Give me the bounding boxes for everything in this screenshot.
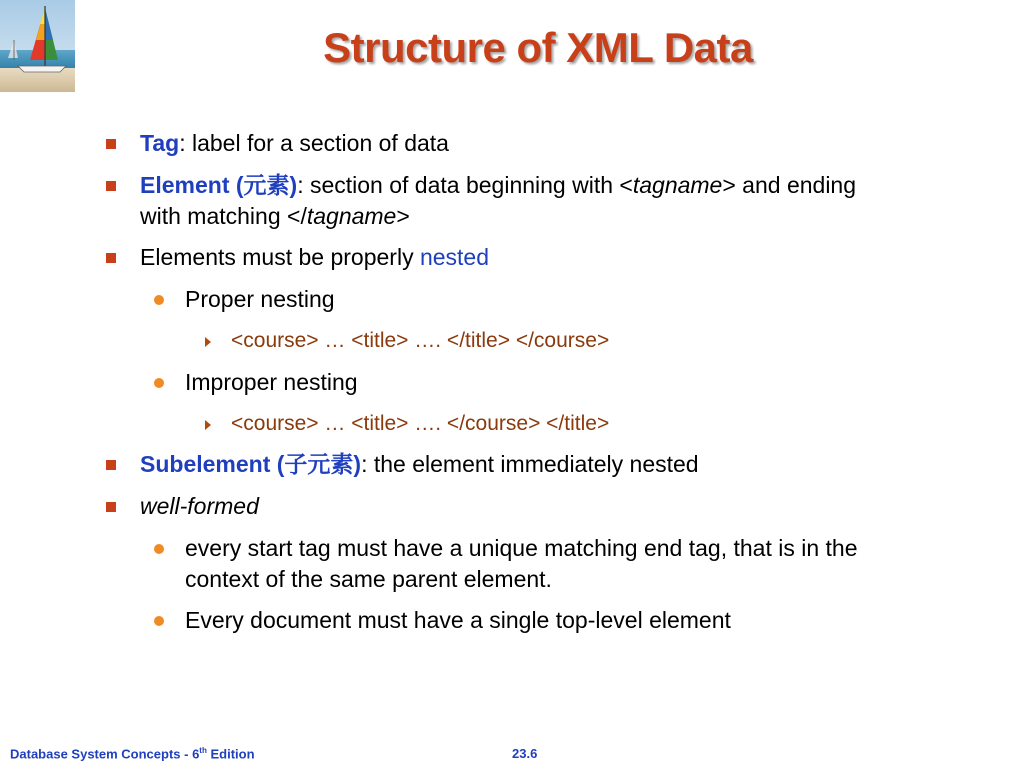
element-definition-4: > xyxy=(396,203,410,229)
term-subelement: Subelement (子元素) xyxy=(140,451,362,477)
square-bullet-icon xyxy=(106,502,116,512)
element-definition-1: : section of data beginning with < xyxy=(297,172,633,198)
footer-book: Database System Concepts - 6 xyxy=(10,746,200,762)
circle-bullet-icon xyxy=(154,544,164,554)
square-bullet-icon xyxy=(106,181,116,191)
term-tag: Tag xyxy=(140,130,180,156)
circle-bullet-icon xyxy=(154,378,164,388)
triangle-bullet-icon xyxy=(205,420,211,430)
footer-edition: Edition xyxy=(206,746,255,762)
square-bullet-icon xyxy=(106,139,116,149)
well-formed-rule-1 xyxy=(185,533,985,595)
improper-nesting-example: <course> … <title> …. </course> </title> xyxy=(231,412,610,435)
list-item-improper-nesting: Improper nesting xyxy=(185,369,358,395)
subelement-definition: : the element immediately nested xyxy=(361,451,699,477)
tagname-italic-1: tagname xyxy=(632,172,723,198)
tag-definition: : label for a section of data xyxy=(179,130,449,156)
element-definition-2: > and ending xyxy=(722,172,857,198)
well-formed-rule-2: Every document must have a single top-level element xyxy=(185,607,731,633)
footer-book-title xyxy=(10,746,255,761)
list-item-proper-nesting: Proper nesting xyxy=(185,286,335,312)
footer-sup: th xyxy=(199,746,207,755)
element-definition-3: with matching </ xyxy=(140,203,307,229)
list-item-element xyxy=(140,170,960,232)
square-bullet-icon xyxy=(106,460,116,470)
nested-highlight: nested xyxy=(419,244,490,270)
triangle-bullet-icon xyxy=(205,337,211,347)
list-item-tag xyxy=(140,128,449,159)
tagname-italic-2: tagname xyxy=(306,203,397,229)
rule-1-line-2: context of the same parent element. xyxy=(185,566,552,592)
circle-bullet-icon xyxy=(154,295,164,305)
proper-nesting-example: <course> … <title> …. </title> </course> xyxy=(231,329,610,352)
slide-title: Structure of XML Data xyxy=(323,24,753,71)
list-item-nesting xyxy=(140,242,489,273)
footer-page-number: 23.6 xyxy=(512,746,538,761)
square-bullet-icon xyxy=(106,253,116,263)
circle-bullet-icon xyxy=(154,616,164,626)
list-item-subelement xyxy=(140,449,699,480)
term-element: Element (元素) xyxy=(140,172,298,198)
rule-1-line-1: every start tag must have a unique matching end tag, that is in the xyxy=(185,535,858,561)
nesting-text: Elements must be properly xyxy=(140,244,420,270)
list-item-well-formed: well-formed xyxy=(140,493,259,519)
